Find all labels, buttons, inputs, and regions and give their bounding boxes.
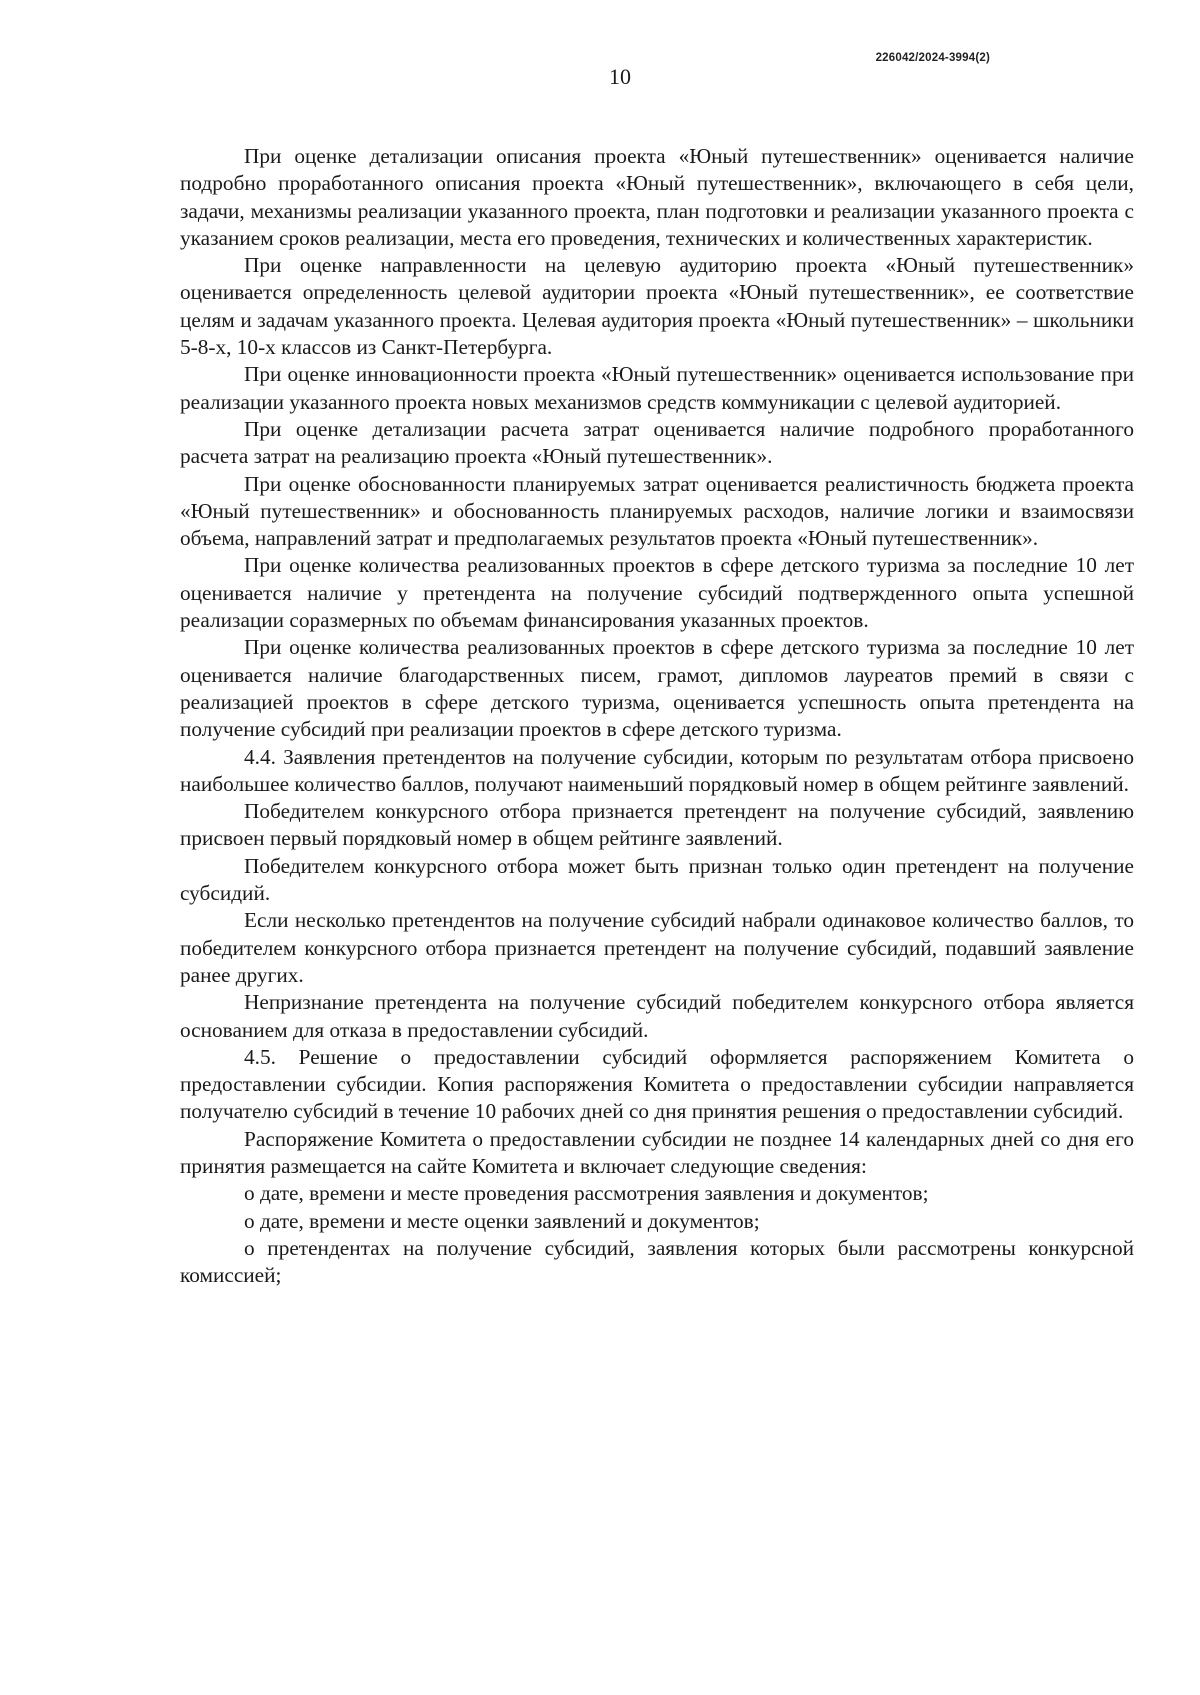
paragraph: Если несколько претендентов на получение субсидий набрали одинаковое количество баллов, то победителем конкурсного отбора признается претендент на получение субсидий, подавший заявление ранее других. (180, 908, 1134, 987)
list-item: о дате, времени и месте оценки заявлений и документов; (244, 1208, 760, 1233)
paragraph: При оценке направленности на целевую аудиторию проекта «Юный путешественник» оценивается определенность целевой аудитории проекта «Юный путешественник», ее соответствие целям и задачам указанного проекта. Целевая аудитория проекта «Юный путешественник» – школьники 5-8-х, 10-х классов из Санкт-Петербурга. (180, 253, 1134, 360)
paragraph: Победителем конкурсного отбора признается претендент на получение субсидий, заявлению присвоен первый порядковый номер в общем рейтинге заявлений. (180, 799, 1134, 851)
page-number: 10 (609, 64, 631, 89)
document-registration-number: 226042/2024-3994(2) (875, 52, 990, 64)
document-body (180, 143, 1134, 1289)
paragraph: Победителем конкурсного отбора может быть признан только один претендент на получение субсидий. (180, 853, 1134, 906)
list-item: о претендентах на получение субсидий, заявления которых были рассмотрены конкурсной комиссией; (180, 1235, 1134, 1288)
paragraph: При оценке обоснованности планируемых затрат оценивается реалистичность бюджета проекта «Юный путешественник» и обоснованность планируемых расходов, наличие логики и взаимосвязи объема, направлений затрат и предполагаемых результатов проекта «Юный путешественник». (180, 471, 1134, 551)
paragraph: Непризнание претендента на получение субсидий победителем конкурсного отбора является основанием для отказа в предоставлении субсидий. (180, 990, 1134, 1042)
paragraph: При оценке детализации расчета затрат оценивается наличие подробного проработанного расчета затрат на реализацию проекта «Юный путешественник». (180, 416, 1134, 469)
paragraph: При оценке детализации описания проекта «Юный путешественник» оценивается наличие подробно проработанного описания проекта «Юный путешественник», включающего в себя цели, задачи, механизмы реализации указанного проекта, план подготовки и реализации указанного проекта с указанием сроков реализации, места его проведения, технических и количественных характеристик. (180, 144, 1134, 250)
paragraph-section-4-4: 4.4. Заявления претендентов на получение субсидии, которым по результатам отбора присвоено наибольшее количество баллов, получают наименьший порядковый номер в общем рейтинге заявлений. (180, 744, 1134, 796)
paragraph: При оценке инновационности проекта «Юный путешественник» оценивается использование при реализации указанного проекта новых механизмов средств коммуникации с целевой аудиторией. (180, 362, 1134, 414)
paragraph: При оценке количества реализованных проектов в сфере детского туризма за последние 10 лет оценивается наличие у претендента на получение субсидий подтвержденного опыта успешной реализации соразмерных по объемам финансирования указанных проектов. (180, 553, 1134, 633)
paragraph: Распоряжение Комитета о предоставлении субсидии не позднее 14 календарных дней со дня его принятия размещается на сайте Комитета и включает следующие сведения: (180, 1126, 1134, 1178)
paragraph-section-4-5: 4.5. Решение о предоставлении субсидий оформляется распоряжением Комитета о предоставлении субсидии. Копия распоряжения Комитета о предоставлении субсидии направляется получателю субсидий в течение 10 рабочих дней со дня принятия решения о предоставлении субсидий. (180, 1044, 1134, 1124)
paragraph: При оценке количества реализованных проектов в сфере детского туризма за последние 10 лет оценивается наличие благодарственных писем, грамот, дипломов лауреатов премий в связи с реализацией проектов в сфере детского туризма, оценивается успешность опыта претендента на получение субсидий при реализации проектов в сфере детского туризма. (180, 635, 1134, 742)
list-item: о дате, времени и месте проведения рассмотрения заявления и документов; (244, 1181, 929, 1206)
